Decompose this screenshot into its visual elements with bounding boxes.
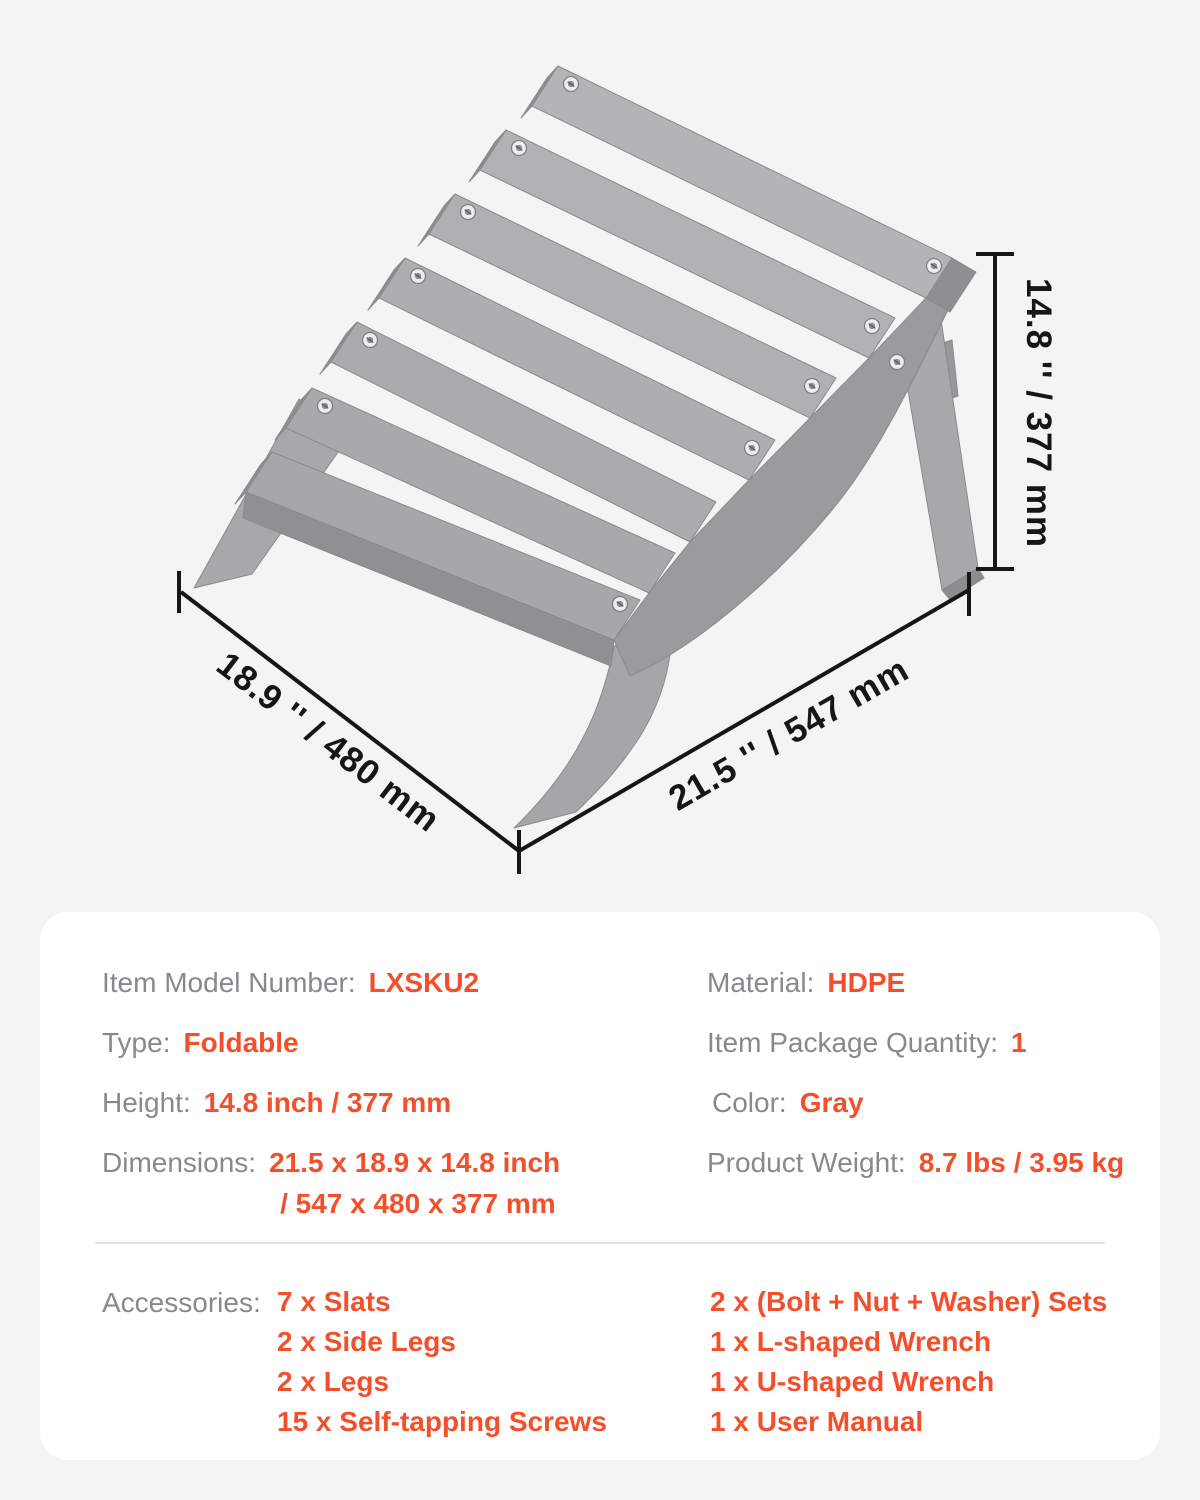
spec-label: Product Weight: xyxy=(707,1147,906,1178)
spec-row-model xyxy=(102,966,560,1000)
spec-row-height xyxy=(102,1086,560,1120)
depth-tick-left xyxy=(177,571,181,613)
spec-label: Dimensions: xyxy=(102,1147,257,1178)
spec-row-weight xyxy=(707,1146,1124,1180)
spec-value: LXSKU2 xyxy=(368,967,480,998)
spec-value: Foldable xyxy=(183,1027,299,1058)
spec-value: 14.8 inch / 377 mm xyxy=(203,1087,452,1118)
dimension-width-label: 21.5 '' / 547 mm xyxy=(662,649,916,819)
spec-label: Type: xyxy=(102,1027,171,1058)
apex-tick xyxy=(517,830,521,874)
width-tick-right xyxy=(967,572,971,616)
spec-value: HDPE xyxy=(827,967,906,998)
accessory-item: 1 x L-shaped Wrench xyxy=(710,1326,992,1357)
spec-label: Item Model Number: xyxy=(102,967,356,998)
accessory-item: 7 x Slats xyxy=(277,1286,391,1317)
spec-value: 1 xyxy=(1011,1027,1027,1058)
height-tick-bottom xyxy=(976,567,1014,571)
accessory-item: 2 x (Bolt + Nut + Washer) Sets xyxy=(710,1286,1108,1317)
spec-row-color xyxy=(712,1086,1124,1120)
accessory-item: 1 x U-shaped Wrench xyxy=(710,1366,995,1397)
dimension-depth-label: 18.9 '' / 480 mm xyxy=(209,644,448,840)
divider xyxy=(95,1242,1105,1244)
height-tick-top xyxy=(976,252,1014,256)
accessories-label: Accessories: xyxy=(102,1287,261,1318)
spec-value: Gray xyxy=(799,1087,864,1118)
accessories-list-right xyxy=(710,1282,1107,1442)
accessory-item: 1 x User Manual xyxy=(710,1406,924,1437)
spec-label: Height: xyxy=(102,1087,191,1118)
spec-row-dimensions xyxy=(102,1146,560,1221)
depth-dimension-line xyxy=(181,592,519,851)
spec-card xyxy=(40,912,1160,1460)
accessories-list-left xyxy=(277,1282,607,1442)
accessory-item: 2 x Side Legs xyxy=(277,1326,456,1357)
spec-row-material xyxy=(707,966,1124,1000)
spec-label: Material: xyxy=(707,967,815,998)
spec-row-package-quantity xyxy=(707,1026,1124,1060)
spec-row-type xyxy=(102,1026,560,1060)
spec-value: 8.7 lbs / 3.95 kg xyxy=(918,1147,1125,1178)
spec-label: Color: xyxy=(712,1087,787,1118)
spec-value: 21.5 x 18.9 x 14.8 inch / 547 x 480 x 377 mm xyxy=(269,1147,561,1219)
accessory-item: 15 x Self-tapping Screws xyxy=(277,1406,607,1437)
spec-label: Item Package Quantity: xyxy=(707,1027,999,1058)
dimension-height-label: 14.8 '' / 377 mm xyxy=(1018,277,1058,549)
spec-column-left xyxy=(102,966,560,1247)
accessory-item: 2 x Legs xyxy=(277,1366,390,1397)
spec-column-right xyxy=(707,966,1124,1206)
